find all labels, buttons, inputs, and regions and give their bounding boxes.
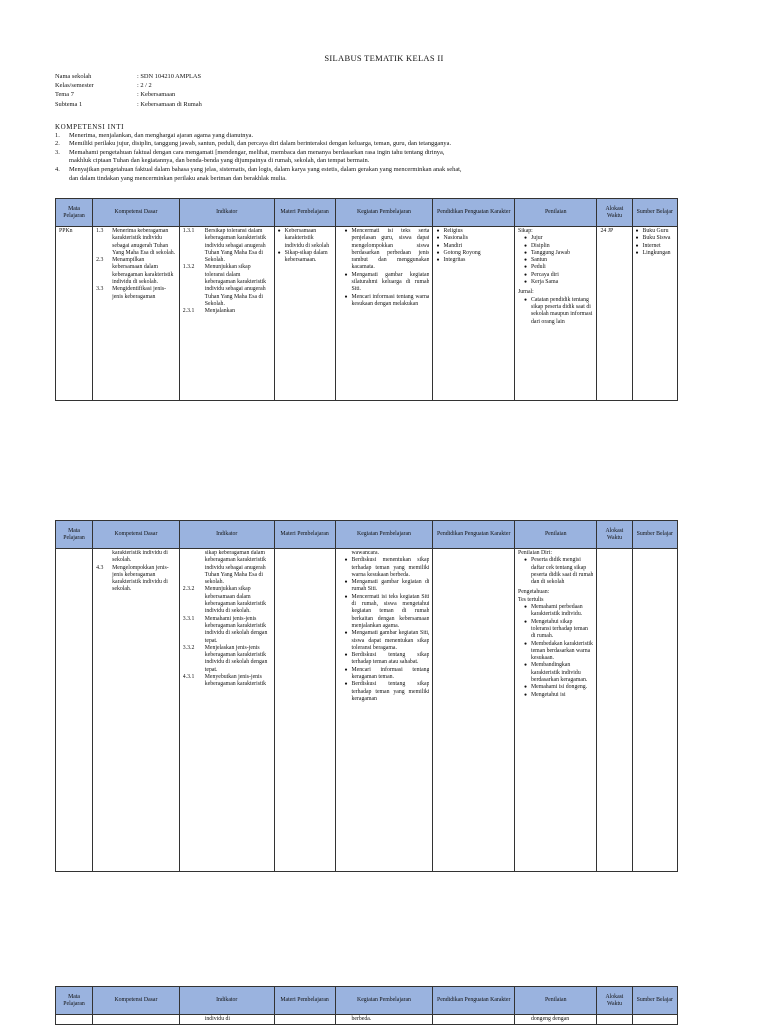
- header-kompetensi-dasar: Kompetensi Dasar: [93, 199, 180, 227]
- sikap-item: ● Percaya diri: [523, 271, 559, 278]
- cell-mapel: PPKn: [56, 227, 93, 401]
- tes-heading: Tes tertulis: [517, 596, 544, 603]
- table-header-row: [56, 521, 678, 549]
- indikator-item: 3.3.1 Memahami jenis-jenis keberagaman karakteristik individu di sekolah dengan tepat.: [182, 615, 268, 644]
- sumber-item: ● Buku Guru: [635, 228, 669, 234]
- header-mata-pelajaran: Mata Pelajaran: [56, 521, 93, 549]
- syllabus-table-page-2: [55, 520, 678, 872]
- header-mata-pelajaran: Mata Pelajaran: [56, 199, 93, 227]
- ki-item: dan dalam tindakan yang mencerminkan perilaku anak beriman dan berakhlak mulia.: [69, 174, 287, 182]
- indikator-item: 3.3.2 Menjelaskan jenis-jenis keberagaman karakteristik individu di sekolah dengan tepat.: [182, 644, 268, 673]
- cell-indikator: [179, 227, 274, 401]
- header-karakter: Pendidikan Penguatan Karakter: [433, 987, 514, 1015]
- ki-item: 2. Memiliki perilaku jujur, disiplin, tanggung jawab, santun, peduli, dan percaya diri dalam berinteraksi dengan keluarga, teman, guru, dan tetangganya.: [55, 140, 452, 148]
- cell-kd: [93, 549, 180, 872]
- cell-alokasi: [597, 549, 632, 872]
- header-indikator: Indikator: [179, 199, 274, 227]
- table-row: [56, 227, 678, 401]
- karakter-item: ● Mandiri: [436, 242, 463, 249]
- kegiatan-continuation: wawancara.: [351, 550, 380, 556]
- syllabus-table-page-1: [55, 198, 678, 401]
- kegiatan-item: ● Mencermati isi teks kegiatan Siti di rumah, siswa mengetahui kegiatan teman di rumah berkaitan dengan kebersamaan menjalankan agama.: [344, 593, 430, 629]
- header-kegiatan: Kegiatan Pembelajaran: [335, 199, 433, 227]
- pengetahuan-item: ● Mengetahui sikap toleransi terhadap teman di rumah.: [523, 618, 588, 640]
- header-mata-pelajaran: Mata Pelajaran: [56, 987, 93, 1015]
- ki-item: 4. Menyajikan pengetahuan faktual dalam bahasa yang jelas, sistematis, dan logis, dalam karya yang estetis, dalam gerakan yang mencerminkan anak sehat,: [55, 165, 462, 173]
- penilaian-diri-item: ● Peserta didik mengisi daftar cek tentang sikap peserta didik saat di rumah dan di sekolah: [523, 557, 594, 586]
- kegiatan-item: ● Mengamati gambar kegiatan silaturahmi keluarga di rumah Siti.: [344, 271, 430, 293]
- sumber-item: ● Lingkungan: [635, 249, 671, 256]
- header-materi: Materi Pembelajaran: [274, 987, 335, 1015]
- cell-alokasi: [597, 1015, 632, 1025]
- header-penilaian: Penilaian: [514, 199, 597, 227]
- kd-item: 4.3 Mengelompokkan jenis-jenis keberagaman karakteristik individu di sekolah.: [96, 564, 169, 593]
- penilaian-diri-heading: Penilaian Diri:: [517, 550, 552, 556]
- header-materi: Materi Pembelajaran: [274, 521, 335, 549]
- header-karakter: Pendidikan Penguatan Karakter: [433, 521, 514, 549]
- sikap-item: ● Kerja Sama: [523, 279, 559, 286]
- kd-item: 3.3 Mengidentifikasi jenis-jenis keberagaman: [96, 286, 167, 300]
- header-indikator: Indikator: [179, 987, 274, 1015]
- cell-kegiatan: [335, 227, 433, 401]
- pengetahuan-item: ● Membedakan karakteristik teman berdasarkan warna kesukaan.: [523, 640, 593, 662]
- identity-row: Subtema 1 : Kebersamaan di Rumah: [55, 100, 202, 108]
- kegiatan-item: ● Berdiskusi menentukan sikap terhadap teman yang memiliki warna kesukaan berbeda.: [344, 557, 430, 578]
- sumber-item: ● Buku Siswa: [635, 235, 671, 242]
- header-kegiatan: Kegiatan Pembelajaran: [335, 521, 433, 549]
- indikator-item: 2.3.2 Menunjukkan sikap kebersamaan dalam keberagaman karakteristik individu di sekolah.: [182, 586, 267, 615]
- pengetahuan-item: ● Memahami isi dongeng.: [523, 684, 588, 691]
- kd-item: 2.3 Menampilkan kebersamaan dalam keberagaman karakteristik individu di sekolah.: [96, 257, 174, 286]
- sikap-heading: Sikap:: [517, 228, 533, 234]
- header-karakter: Pendidikan Penguatan Karakter: [433, 199, 514, 227]
- cell-indikator: individu di: [179, 1015, 274, 1025]
- cell-penilaian: [514, 227, 597, 401]
- sikap-item: ● Jujur: [523, 235, 543, 242]
- indikator-item: 1.3.1 Bersikap toleransi dalam keberagaman karakteristik individu sebagai anugerah Tuhan Yang Maha Esa di Sekolah.: [182, 228, 267, 264]
- indikator-item: 2.3.1 Menjalankan: [182, 308, 236, 315]
- header-indikator: Indikator: [179, 521, 274, 549]
- ki-item: 3. Memahami pengetahuan faktual dengan cara mengamati [mendengar, melihat, membaca dan menanya berdasarkan rasa ingin tahu tentang dirinya,: [55, 148, 445, 156]
- cell-karakter: [433, 549, 514, 872]
- header-sumber: Sumber Belajar: [632, 987, 677, 1015]
- pengetahuan-heading: Pengetahuan:: [517, 589, 550, 596]
- cell-kegiatan: berbeda.: [335, 1015, 433, 1025]
- sikap-item: ● Tanggung Jawab: [523, 249, 571, 256]
- cell-alokasi: 24 JP: [597, 227, 632, 401]
- kegiatan-item: ● Mengamati gambar kegiatan Siti, siswa dapat menentukan sikap toleransi beragama.: [344, 630, 430, 651]
- identity-row: Kelas/semester : 2 / 2: [55, 82, 152, 90]
- header-penilaian: Penilaian: [514, 987, 597, 1015]
- pengetahuan-item: ● Mengetahui isi: [523, 691, 566, 698]
- cell-kd: [93, 227, 180, 401]
- sumber-item: ● Internet: [635, 242, 661, 249]
- kegiatan-item: ● Berdiskusi tentang sikap terhadap teman yang memiliki keragaman: [344, 681, 430, 702]
- kegiatan-item: ● Mengamati gambar kegiatan di rumah Siti.: [344, 579, 430, 593]
- jurnal-item: ● Catatan pendidik tentang sikap peserta didik saat di sekolah maupun informasi dari orang lain: [523, 296, 593, 325]
- materi-item: ● Kebersamaan karakteristik individu di sekolah: [277, 228, 330, 249]
- cell-kd: [93, 1015, 180, 1025]
- ki-item: makhluk ciptaan Tuhan dan kegiatannya, dan benda-benda yang dijumpainya di rumah, sekolah, dan tempat bermain.: [69, 157, 370, 165]
- kegiatan-item: ● Berdiskusi tentang sikap terhadap teman atau sahabat.: [344, 652, 430, 666]
- kd-continuation: karakteristik individu di sekolah.: [112, 550, 168, 564]
- cell-materi: [274, 227, 335, 401]
- ki-item: 1. Menerima, menjalankan, dan menghargai ajaran agama yang dianutnya.: [55, 131, 254, 139]
- syllabus-table-page-3: [55, 986, 678, 1025]
- table-header-row: [56, 987, 678, 1015]
- header-kompetensi-dasar: Kompetensi Dasar: [93, 987, 180, 1015]
- sikap-item: ● Santun: [523, 257, 548, 264]
- karakter-item: ● Nasionalis: [436, 235, 468, 242]
- table-row: [56, 549, 678, 872]
- kegiatan-item: ● Mencari informasi tentang keragaman teman.: [344, 666, 430, 681]
- cell-karakter: [433, 227, 514, 401]
- cell-indikator: [179, 549, 274, 872]
- cell-kegiatan: [335, 549, 433, 872]
- cell-mapel: [56, 1015, 93, 1025]
- kegiatan-item: ● Mencari informasi tentang warna kesukaan dengan melakukan: [344, 293, 430, 307]
- header-penilaian: Penilaian: [514, 521, 597, 549]
- identity-row: Tema 7 : Kebersamaan: [55, 91, 176, 99]
- header-alokasi: Alokasi Waktu: [597, 987, 632, 1015]
- identity-block: [55, 72, 202, 109]
- cell-sumber: [632, 227, 677, 401]
- kompetensi-inti-heading: KOMPETENSI INTI: [55, 123, 125, 131]
- header-sumber: Sumber Belajar: [632, 199, 677, 227]
- sikap-item: ● Disiplin: [523, 242, 550, 249]
- cell-materi: [274, 549, 335, 872]
- page-title: SILABUS TEMATIK KELAS II: [324, 53, 444, 63]
- karakter-item: ● Integritas: [436, 257, 466, 264]
- cell-penilaian: dongeng dengan: [514, 1015, 597, 1025]
- indikator-item: 1.3.2 Menunjukkan sikap toleransi dalam keberagaman karakteristik individu sebagai anugerah Tuhan Yang Maha Esa di Sekolah.: [182, 264, 267, 307]
- table-header-row: [56, 199, 678, 227]
- header-kegiatan: Kegiatan Pembelajaran: [335, 987, 433, 1015]
- indikator-continuation: sikap keberagaman dalam keberagaman karakteristik individu sebagai anugerah Tuhan Yang Maha Esa di sekolah.: [204, 550, 267, 586]
- karakter-item: ● Religius: [436, 228, 463, 234]
- header-alokasi: Alokasi Waktu: [597, 199, 632, 227]
- header-sumber: Sumber Belajar: [632, 521, 677, 549]
- header-kompetensi-dasar: Kompetensi Dasar: [93, 521, 180, 549]
- cell-karakter: [433, 1015, 514, 1025]
- pengetahuan-item: ● Memahami perbedaan karakteristik individu.: [523, 604, 583, 618]
- kompetensi-inti: [55, 123, 615, 183]
- cell-sumber: [632, 549, 677, 872]
- materi-item: ● Sikap-sikap dalam kebersamaan.: [277, 249, 328, 264]
- kegiatan-item: ● Mencermati isi teks serta penjelasan guru, siswa dapat mengelompokkan siswa berdasarkan perbedaan jenis rambut dan menggunakan kacamata.: [344, 228, 430, 271]
- header-alokasi: Alokasi Waktu: [597, 521, 632, 549]
- cell-sumber: [632, 1015, 677, 1025]
- pengetahuan-item: ● Membandingkan karakteristik individu berdasarkan keragaman.: [523, 662, 588, 684]
- cell-materi: [274, 1015, 335, 1025]
- table-row: [56, 1015, 678, 1025]
- kd-item: 1.3 Menerima keberagaman karakteristik individu sebagai anugerah Tuhan Yang Maha Esa di sekolah.: [96, 228, 176, 256]
- identity-row: Nama sekolah : SDN 104210 AMPLAS: [55, 73, 202, 80]
- sikap-item: ● Peduli: [523, 264, 546, 271]
- karakter-item: ● Gotong Royong: [436, 249, 481, 256]
- cell-penilaian: [514, 549, 597, 872]
- indikator-item: 4.3.1 Menyebutkan jenis-jenis keberagaman karakteristik: [182, 674, 267, 688]
- cell-mapel: [56, 549, 93, 872]
- header-materi: Materi Pembelajaran: [274, 199, 335, 227]
- jurnal-heading: Jurnal:: [517, 289, 534, 296]
